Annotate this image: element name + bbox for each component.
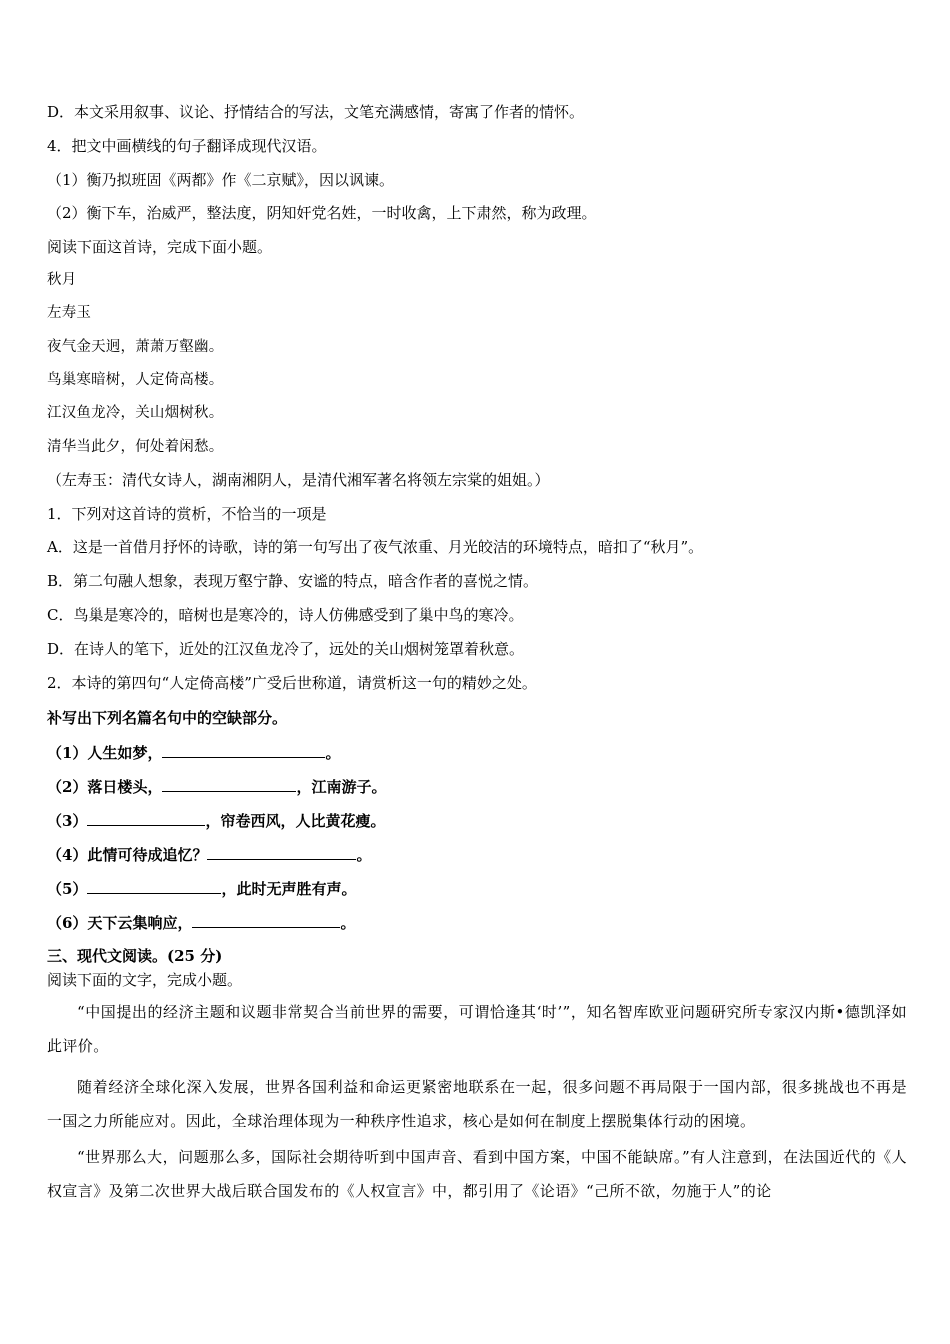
fill-item-6 — [47, 912, 355, 933]
answer-blank[interactable] — [87, 878, 221, 894]
q-prev-option-d: D．本文采用叙事、议论、抒情结合的写法，文笔充满感情，寄寓了作者的情怀。 — [47, 103, 585, 121]
fill-item-pre: （1）人生如梦， — [47, 744, 163, 762]
fill-item-3 — [47, 810, 385, 831]
q1-prompt: 1．下列对这首诗的赏析，不恰当的一项是 — [47, 505, 327, 523]
fill-item-pre: （4）此情可待成追忆？ — [47, 846, 208, 864]
poem-line: 清华当此夕，何处着闲愁。 — [47, 439, 224, 455]
fill-item-pre: （3） — [47, 812, 88, 830]
section-heading: 三、现代文阅读。(25 分) — [47, 947, 223, 965]
reading-intro: 阅读下面的文字，完成小题。 — [47, 971, 243, 989]
q1-option-a: A．这是一首借月抒怀的诗歌，诗的第一句写出了夜气浓重、月光皎洁的环境特点，暗扣了“秋月”。 — [47, 538, 704, 556]
poem-title: 秋月 — [47, 272, 77, 288]
q2-prompt: 2．本诗的第四句“人定倚高楼”广受后世称道，请赏析这一句的精妙之处。 — [47, 674, 537, 692]
answer-blank[interactable] — [192, 912, 340, 928]
poem-author: 左寿玉 — [47, 305, 92, 321]
poem-intro: 阅读下面这首诗，完成下面小题。 — [47, 238, 273, 256]
q1-option-b: B．第二句融人想象，表现万壑宁静、安谧的特点，暗含作者的喜悦之情。 — [47, 572, 539, 590]
fill-item-post: ，此时无声胜有声。 — [221, 880, 357, 898]
answer-blank[interactable] — [162, 776, 296, 792]
fill-item-post: 。 — [325, 744, 341, 762]
answer-blank[interactable] — [207, 844, 356, 860]
q4-item-1: （1）衡乃拟班固《两都》作《二京赋》，因以讽谏。 — [47, 171, 395, 189]
article-paragraph: 随着经济全球化深入发展，世界各国利益和命运更紧密地联系在一起，很多问题不再局限于一国内部，很多挑战也不再是一国之力所能应对。因此，全球治理体现为一种秩序性追求，核心是如何在制度上摆脱集体行动的困境。 — [47, 1078, 907, 1130]
q1-option-d: D．在诗人的笔下，近处的江汉鱼龙冷了，远处的关山烟树笼罩着秋意。 — [47, 640, 525, 658]
fill-heading: 补写出下列名篇名句中的空缺部分。 — [47, 709, 288, 727]
fill-item-4 — [47, 844, 371, 865]
fill-item-2 — [47, 776, 386, 797]
q1-option-c: C．鸟巢是寒冷的，暗树也是寒冷的，诗人仿佛感受到了巢中鸟的寒冷。 — [47, 606, 524, 624]
fill-item-pre: （6）天下云集响应， — [47, 914, 193, 932]
poem-line: 夜气金天迥，萧萧万壑幽。 — [47, 339, 224, 355]
q4-item-2: （2）衡下车，治威严，整法度，阴知奸党名姓，一时收禽，上下肃然，称为政理。 — [47, 204, 597, 222]
poem-note: （左寿玉：清代女诗人，湖南湘阴人，是清代湘军著名将领左宗棠的姐姐。） — [47, 471, 550, 489]
fill-item-post: ，江南游子。 — [296, 778, 387, 796]
fill-item-post: ，帘卷西风，人比黄花瘦。 — [205, 812, 386, 830]
article-paragraph: “中国提出的经济主题和议题非常契合当前世界的需要，可谓恰逢其‘时’”，知名智库欧亚问题研究所专家汉内斯•德凯泽如此评价。 — [47, 1003, 907, 1055]
poem-line: 江汉鱼龙冷，关山烟树秋。 — [47, 405, 224, 421]
fill-item-5 — [47, 878, 356, 899]
article-paragraph: “世界那么大，问题那么多，国际社会期待听到中国声音、看到中国方案，中国不能缺席。”有人注意到，在法国近代的《人权宣言》及第二次世界大战后联合国发布的《人权宣言》中，都引用了《论语》“己所不欲，勿施于人”的论 — [47, 1148, 907, 1200]
fill-item-pre: （5） — [47, 880, 88, 898]
fill-item-post: 。 — [340, 914, 356, 932]
fill-item-post: 。 — [356, 846, 372, 864]
fill-item-1 — [47, 742, 340, 763]
fill-item-pre: （2）落日楼头， — [47, 778, 163, 796]
poem-line: 鸟巢寒暗树，人定倚高楼。 — [47, 372, 224, 388]
answer-blank[interactable] — [87, 810, 205, 826]
answer-blank[interactable] — [162, 742, 325, 758]
q4-prompt: 4．把文中画横线的句子翻译成现代汉语。 — [47, 137, 327, 155]
